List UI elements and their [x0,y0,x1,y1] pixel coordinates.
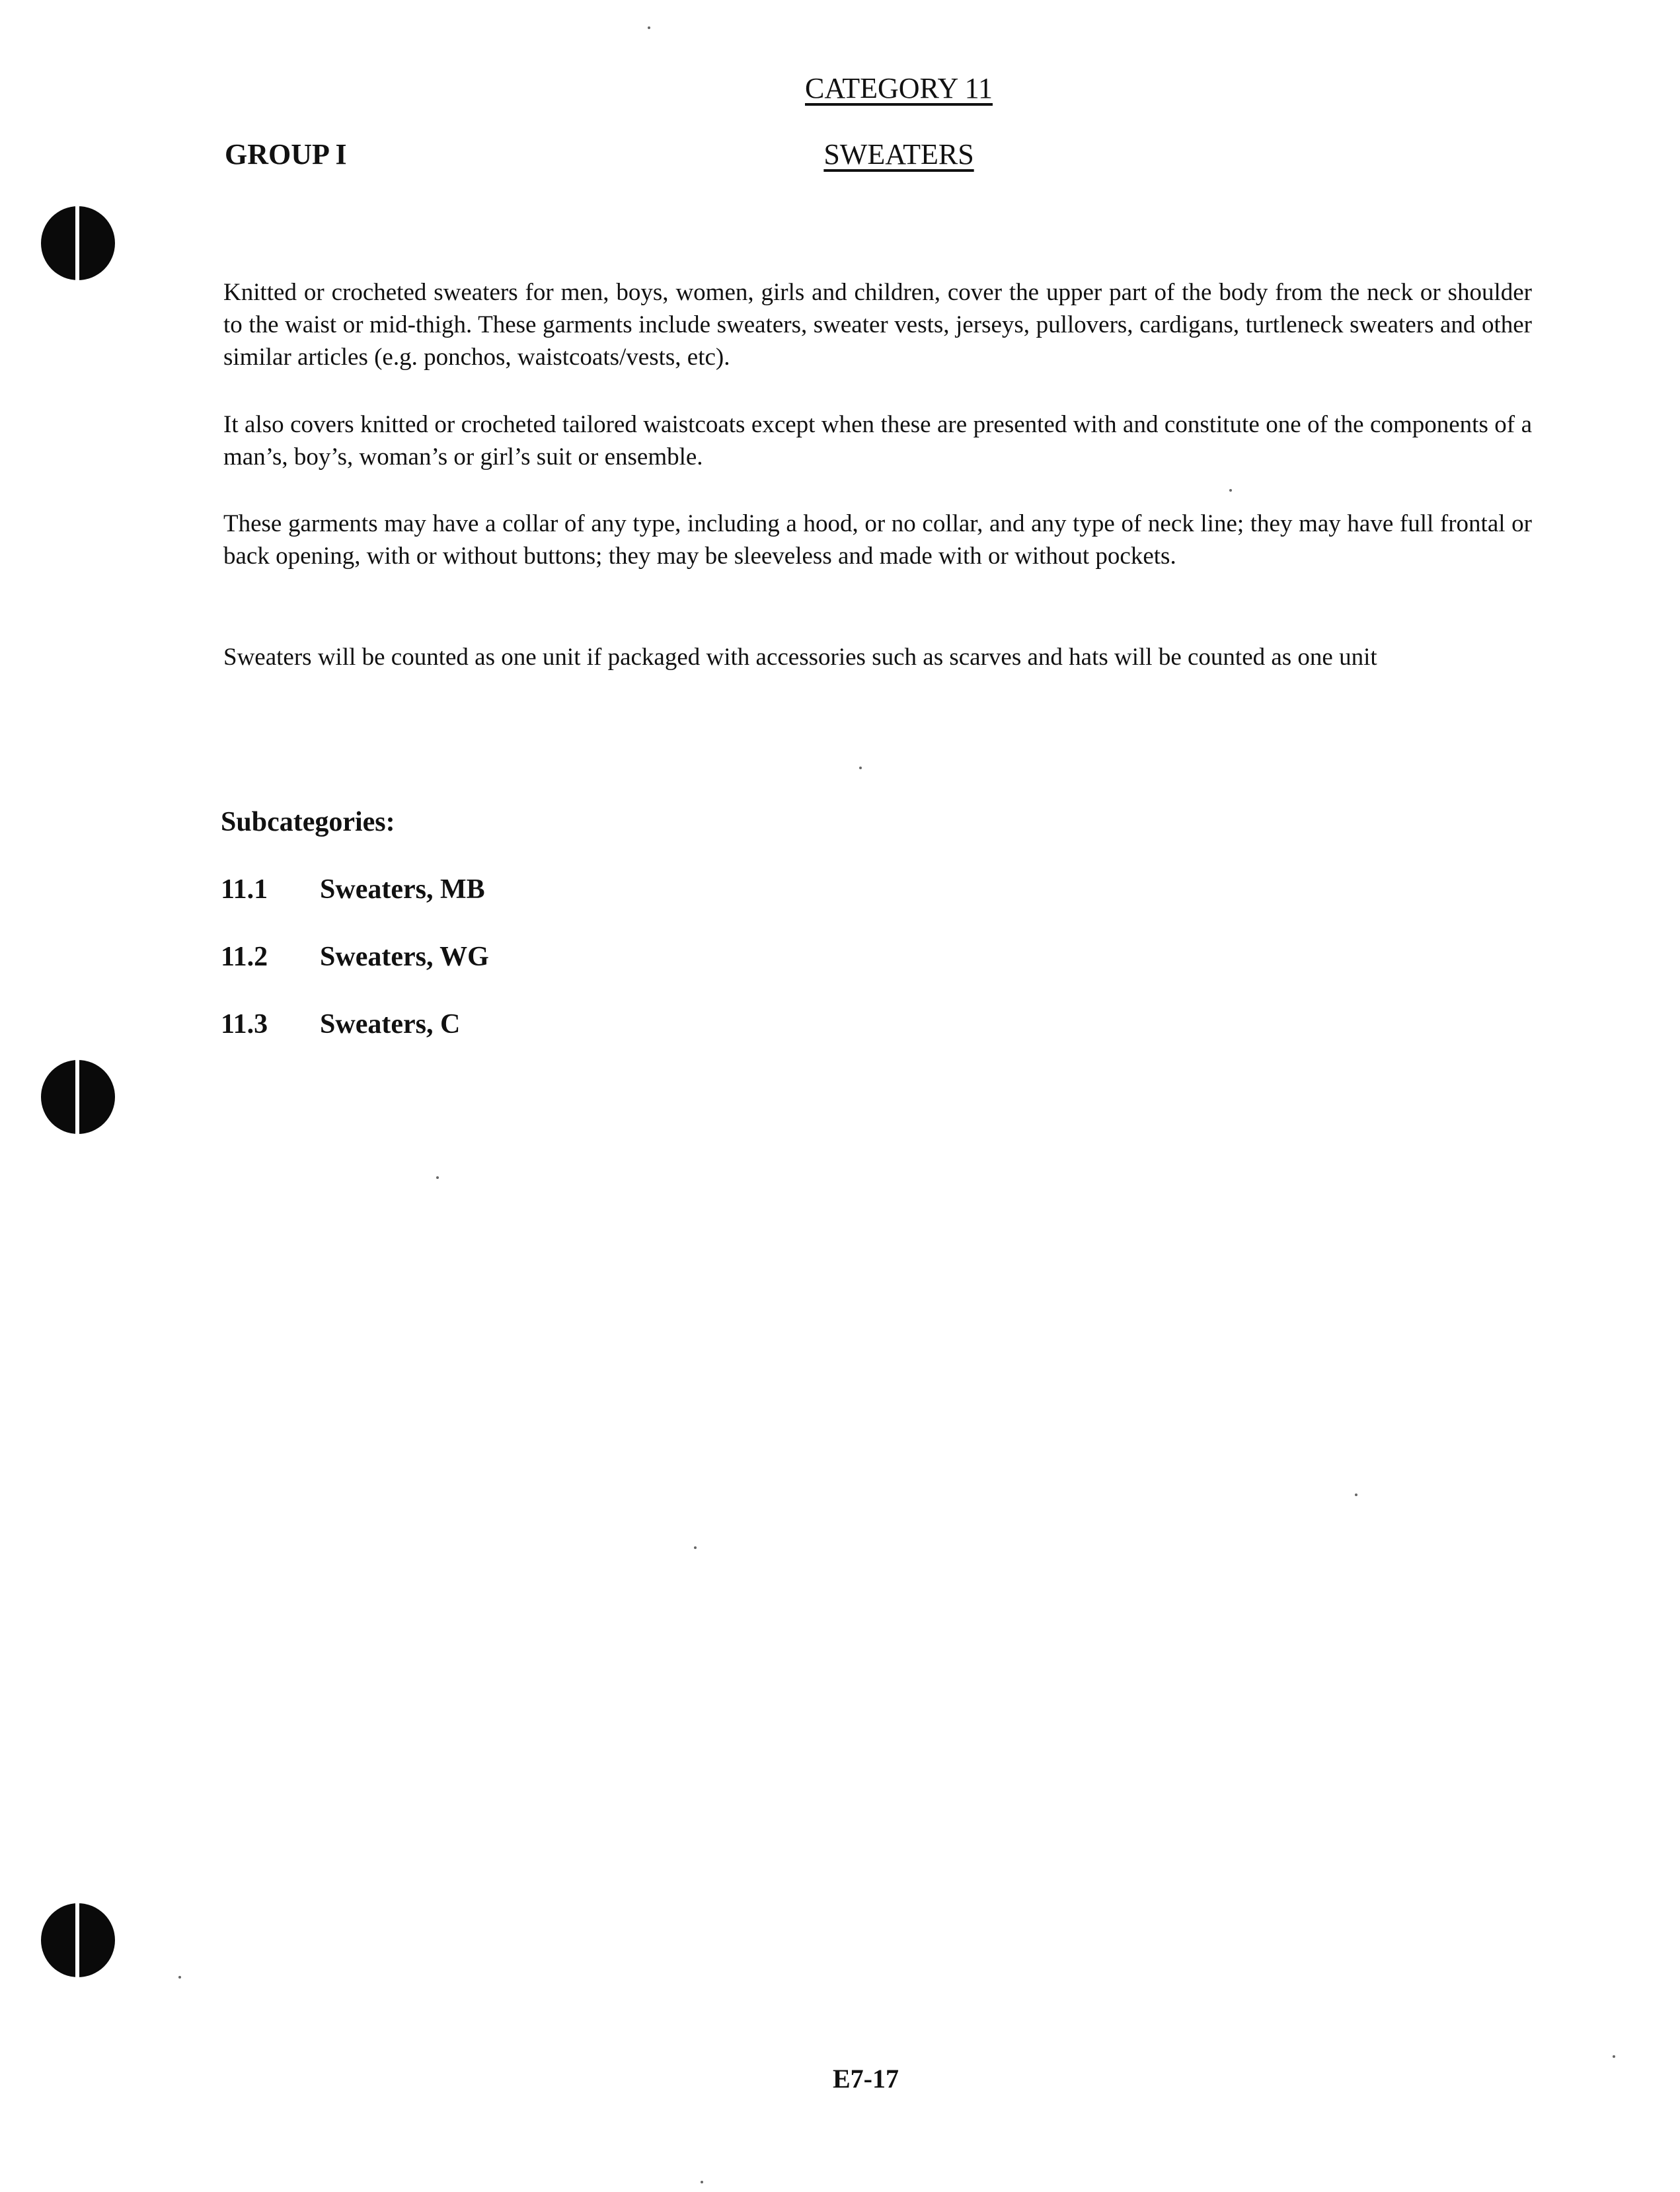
paragraph-definition: Knitted or crocheted sweaters for men, boys, women, girls and children, cover the upper part of the body from the neck or shoulder to the waist or mid-thigh. These garments include sweaters, sweater vests, jerseys, pullovers, cardigans, turtleneck sweaters and other similar articles (e.g. ponchos, waistcoats/vests, etc). [223,279,1532,371]
section-title: SWEATERS [823,138,974,170]
subcategory-item [221,874,485,905]
scan-speck [436,1176,439,1179]
subcategory-number: 11.2 [221,942,268,972]
subcategory-item [221,941,489,973]
scan-speck [1229,489,1232,492]
punch-hole-middle [41,1060,115,1134]
punch-hole-top [41,206,115,280]
scan-speck [701,2181,703,2183]
scan-speck [1355,1493,1357,1496]
scan-speck [859,767,862,769]
subcategory-label: Sweaters, MB [320,874,485,905]
subcategory-item [221,1008,460,1040]
punch-hole-bottom [41,1903,115,1977]
category-title: CATEGORY 11 [805,72,993,104]
subcategory-number: 11.1 [221,874,268,905]
paragraph-collar-openings: These garments may have a collar of any type, including a hood, or no collar, and any type of neck line; they may have full frontal or back opening, with or without buttons; they may be sleeveless and made with or without pockets. [223,510,1532,570]
scan-speck [648,26,650,29]
subcategories-heading: Subcategories: [221,807,395,837]
group-label: GROUP I [225,138,347,170]
scan-speck [178,1976,181,1979]
paragraph-unit-counting: Sweaters will be counted as one unit if packaged with accessories such as scarves and hats will be counted as one unit [223,644,1377,671]
subcategory-label: Sweaters, WG [320,942,489,972]
scan-speck [1613,2055,1615,2058]
subcategory-number: 11.3 [221,1009,268,1039]
scan-speck [694,1546,697,1549]
subcategory-label: Sweaters, C [320,1009,461,1039]
paragraph-waistcoats: It also covers knitted or crocheted tailored waistcoats except when these are presented with and constitute one of the components of a man’s, boy’s, woman’s or girl’s suit or ensemble. [223,411,1532,471]
page-number: E7-17 [833,2064,899,2094]
